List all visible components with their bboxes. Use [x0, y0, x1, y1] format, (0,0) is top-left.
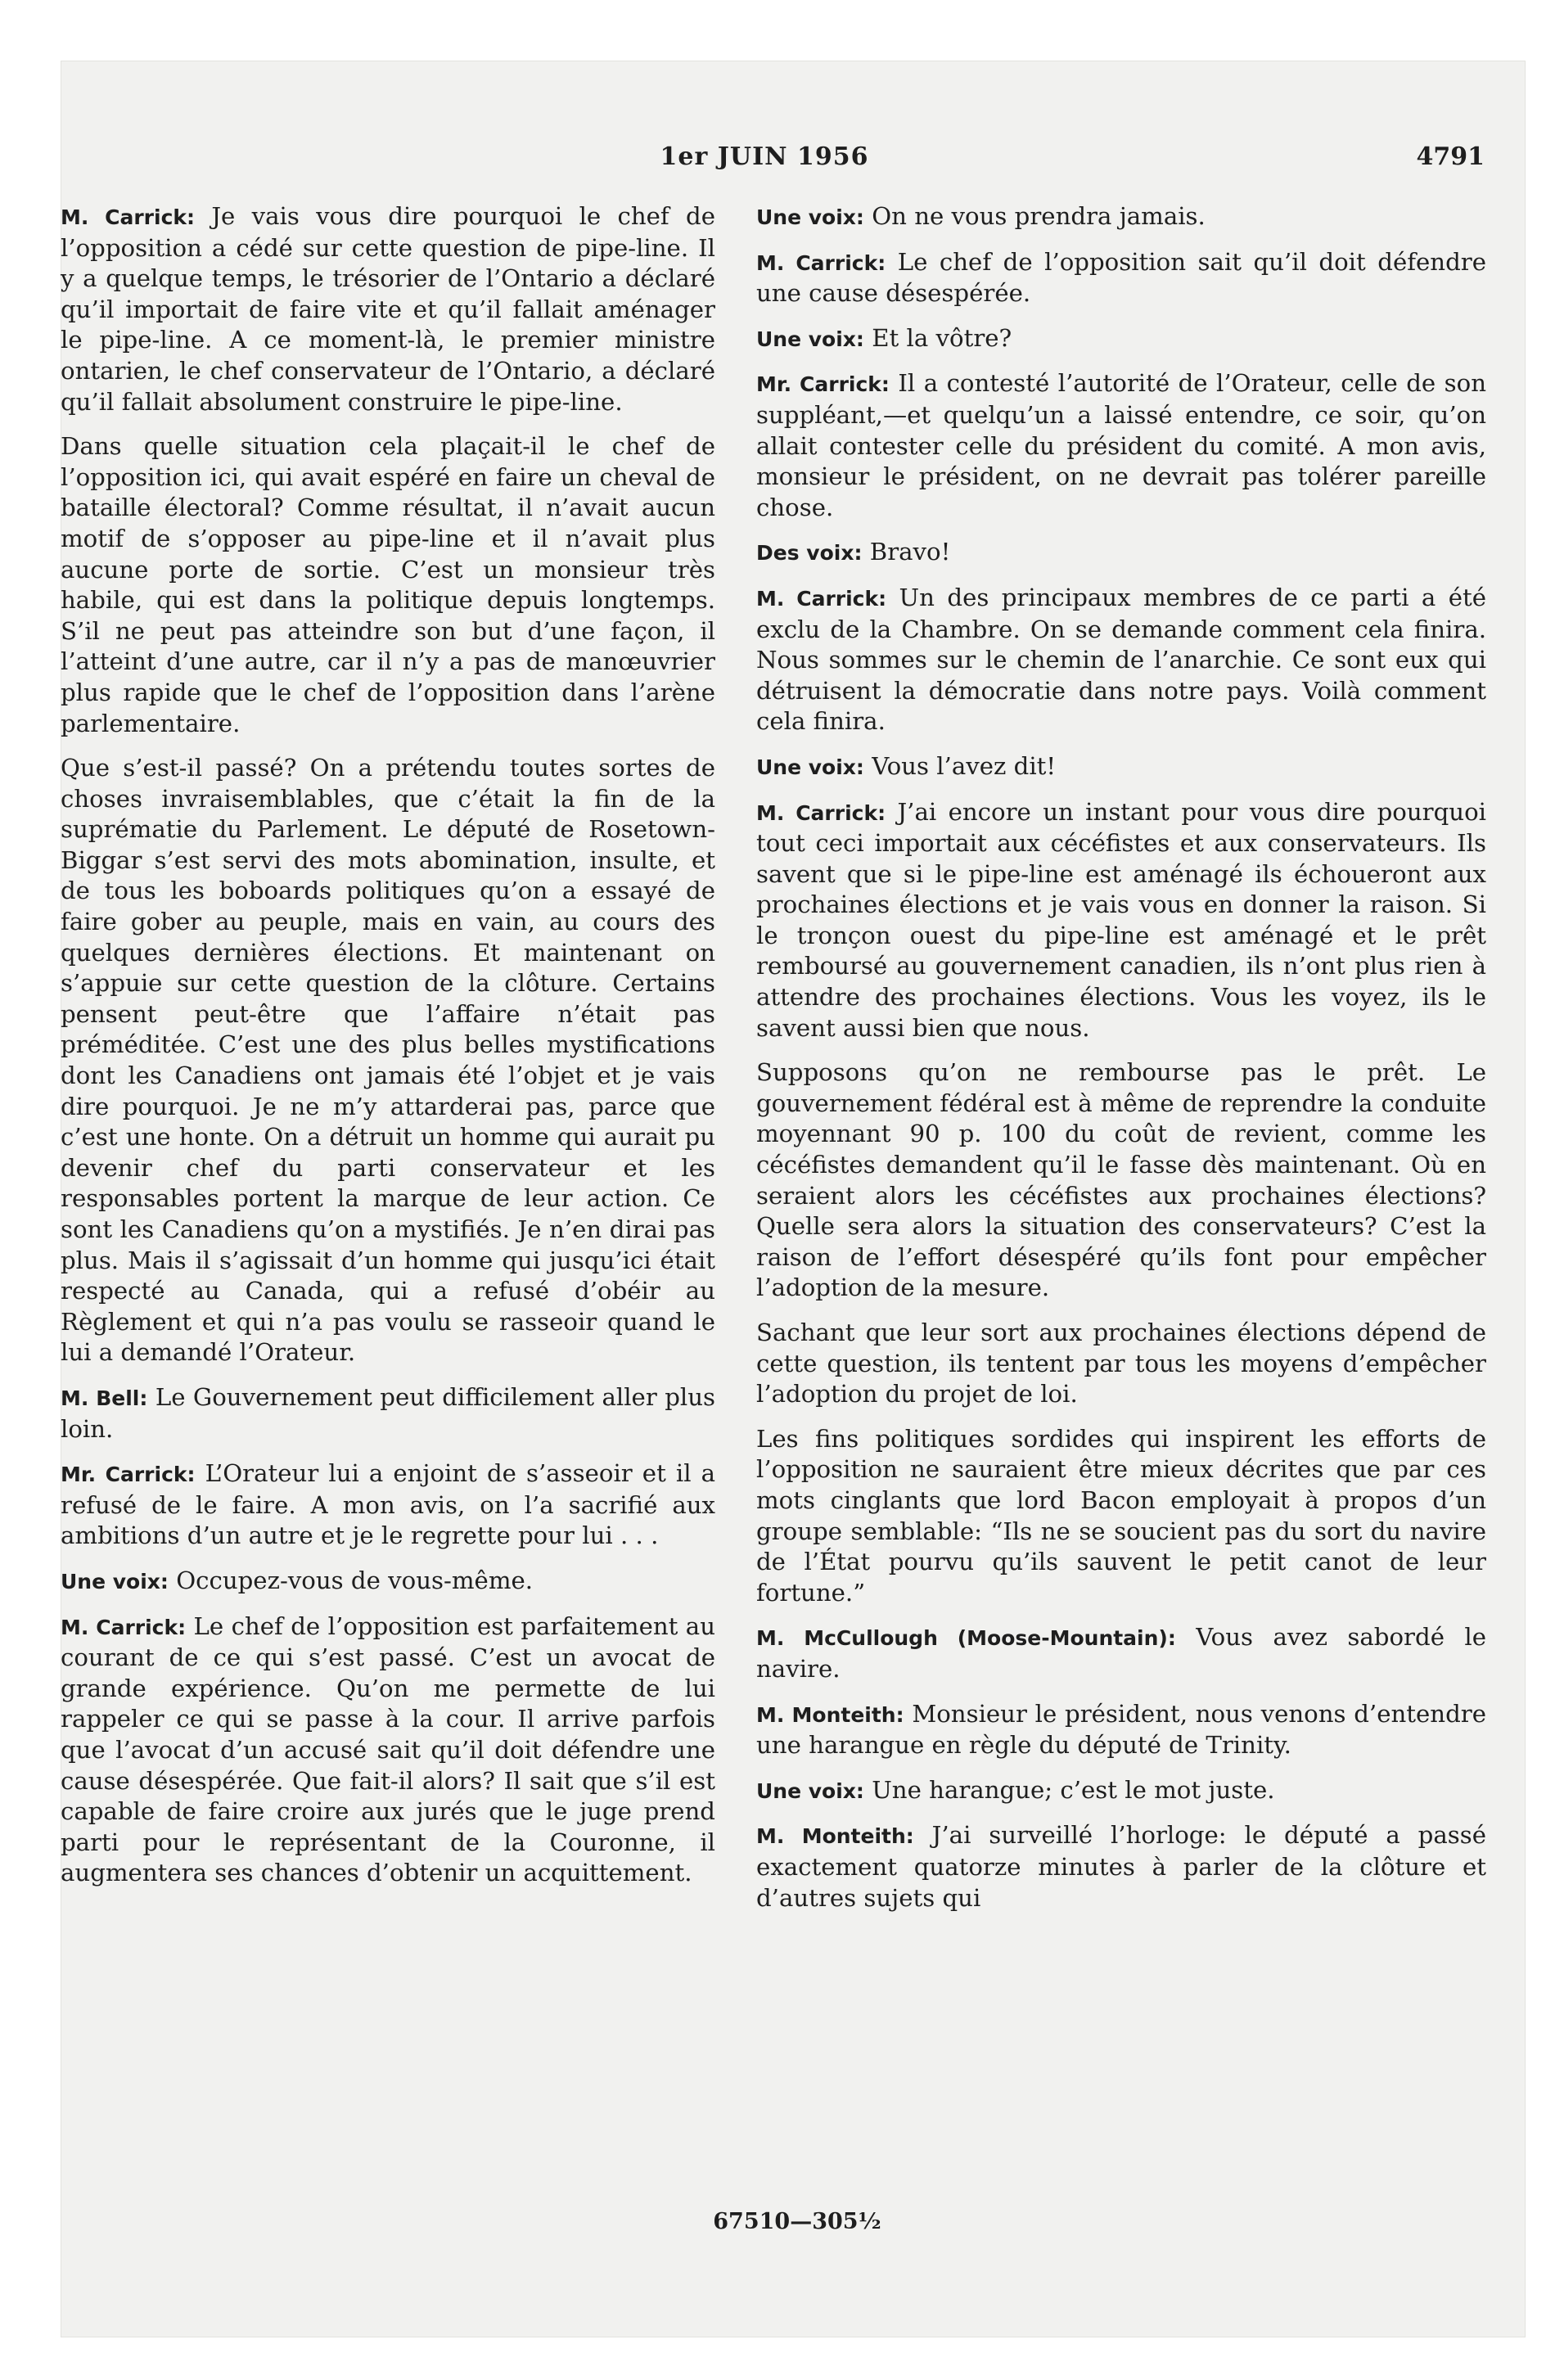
speaker-name: Mr. Carrick: [61, 1463, 196, 1487]
paragraph-text: Dans quelle situation cela plaçait-il le chef de l’opposition ici, qui avait espéré en faire un cheval de bataille électoral? Comme résultat, il n’avait aucun motif de s’opposer au pipe-line et il n’avait plus aucune porte de sortie. C’est un monsieur très habile, qui est dans la politique depuis longtemps. S’il ne peut pas atteindre son but d’une façon, il l’atteint d’une autre, car il n’y a pas de manœuvrier plus rapide que le chef de l’opposition dans l’arène parlementaire. [61, 432, 715, 737]
right-column [756, 201, 1486, 1927]
header-date: 1er JUIN 1956 [660, 142, 869, 171]
paragraph-text: Les fins politiques sordides qui inspirent les efforts de l’opposition ne sauraient être mieux décrites que par ces mots cinglants que lord Bacon employait à propos d’un groupe semblable: “Ils ne se soucient pas du sort du navire de l’État pourvu qu’ils sauvent le petit canot de leur fortune.” [756, 1424, 1486, 1607]
paragraph-text: L’Orateur lui a enjoint de s’asseoir et il a refusé de le faire. A mon avis, on l’a sacrifié aux ambitions d’un autre et je le regrette pour lui . . . [61, 1459, 716, 1550]
paragraph [756, 323, 1486, 355]
paragraph-text: Une harangue; c’est le mot juste. [863, 1775, 1275, 1804]
paragraph [756, 583, 1486, 737]
paragraph-text: Un des principaux membres de ce parti a été exclu de la Chambre. On se demande comment cela finira. Nous sommes sur le chemin de l’anarchie. Ce sont eux qui détruisent la démocratie dans notre pays. Voilà comment cela finira. [756, 583, 1487, 736]
speaker-name: M. Monteith: [756, 1824, 914, 1849]
speaker-name: Des voix: [756, 541, 863, 566]
paragraph [756, 1820, 1486, 1913]
left-column [61, 201, 715, 1903]
paragraph [61, 201, 715, 417]
speaker-name: Une voix: [756, 327, 864, 351]
paragraph-text: On ne vous prendra jamais. [863, 202, 1206, 230]
paragraph [756, 1775, 1486, 1807]
paragraph [61, 1458, 715, 1552]
speaker-name: M. Carrick: [61, 205, 196, 229]
paragraph [756, 537, 1486, 569]
paragraph [756, 247, 1486, 309]
paragraph [61, 1566, 715, 1598]
paragraph-text: Monsieur le président, nous venons d’entendre une harangue en règle du député de Trinity. [756, 1699, 1486, 1760]
paragraph [756, 797, 1486, 1044]
speaker-name: Une voix: [756, 755, 864, 779]
speaker-name: M. Bell: [61, 1386, 148, 1410]
paragraph-text: Occupez-vous de vous-même. [168, 1566, 534, 1594]
paragraph [61, 431, 715, 739]
speaker-name: M. Carrick: [61, 1615, 187, 1639]
speaker-name: M. Carrick: [756, 250, 886, 275]
paragraph [756, 751, 1486, 783]
speaker-name: M. Monteith: [756, 1702, 904, 1727]
paragraph-text: Bravo! [862, 538, 951, 566]
speaker-name: M. Carrick: [756, 800, 886, 825]
speaker-name: Une voix: [61, 1569, 169, 1593]
paragraph [61, 1382, 715, 1445]
speaker-name: Une voix: [756, 205, 864, 229]
page-sheet [61, 61, 1526, 2337]
speaker-name: Mr. Carrick: [756, 372, 890, 397]
paragraph [756, 1622, 1486, 1684]
paragraph [756, 201, 1486, 233]
paragraph-text: Il a contesté l’autorité de l’Orateur, celle de son suppléant,—et quelqu’un a laissé entendre, ce soir, qu’on allait contester celle du président du comité. A mon avis, monsieur le président, on ne devrait pas tolérer pareille chose. [756, 369, 1486, 521]
paragraph-text: Le Gouvernement peut difficilement aller plus loin. [61, 1382, 715, 1443]
paragraph [756, 1318, 1486, 1410]
paragraph-text: Le chef de l’opposition sait qu’il doit défendre une cause désespérée. [756, 247, 1486, 308]
paragraph-text: Vous l’avez dit! [863, 751, 1057, 780]
paragraph-text: Vous avez sabordé le navire. [756, 1623, 1486, 1683]
speaker-name: M. McCullough (Moose-Mountain): [756, 1626, 1176, 1651]
footer-code: 67510—305½ [713, 2209, 881, 2234]
paragraph [756, 368, 1486, 523]
paragraph-text: Le chef de l’opposition est parfaitement au courant de ce qui s’est passé. C’est un avocat de grande expérience. Qu’on me permette de lui rappeler ce qui se passe à la cour. Il arrive parfois que l’avocat d’un accusé sait qu’il doit défendre une cause désespérée. Que fait-il alors? Il sait que s’il est capable de faire croire aux jurés que le juge prend parti pour le représentant de la Couronne, il augmentera ses chances d’obtenir un acquittement. [61, 1611, 715, 1887]
paragraph [756, 1057, 1486, 1304]
paragraph-text: Et la vôtre? [863, 323, 1012, 352]
speaker-name: Une voix: [756, 1778, 864, 1803]
paragraph-text: Supposons qu’on ne rembourse pas le prêt. Le gouvernement fédéral est à même de reprendre la conduite moyennant 90 p. 100 du coût de revient, comme les cécéfistes demandent qu’il le fasse dès maintenant. Où en seraient alors les cécéfistes aux prochaines élections? Quelle sera alors la situation des conservateurs? C’est la raison de l’effort désespéré qu’ils font pour empêcher l’adoption de la mesure. [756, 1058, 1486, 1302]
paragraph [756, 1424, 1486, 1609]
paragraph-text: Je vais vous dire pourquoi le chef de l’opposition a cédé sur cette question de pipe-line. Il y a quelque temps, le trésorier de l’Ontario a déclaré qu’il importait de faire vite et qu’il fallait aménager le pipe-line. A ce moment-là, le premier ministre ontarien, le chef conservateur de l’Ontario, a déclaré qu’il fallait absolument construire le pipe-line. [61, 202, 715, 416]
paragraph-text: Sachant que leur sort aux prochaines élections dépend de cette question, ils tentent par tous les moyens d’empêcher l’adoption du projet de loi. [756, 1318, 1486, 1409]
paragraph-text: J’ai surveillé l’horloge: le député a passé exactement quatorze minutes à parler de la clôture et d’autres sujets qui [756, 1821, 1486, 1912]
paragraph [61, 1611, 715, 1889]
page-number: 4791 [1416, 142, 1485, 171]
paragraph-text: J’ai encore un instant pour vous dire pourquoi tout ceci importait aux cécéfistes et aux conservateurs. Ils savent que si le pipe-line est aménagé ils échoueront aux prochaines élections et je vais vous en donner la raison. Si le tronçon ouest du pipe-line est aménagé et le prêt remboursé au gouvernement canadien, ils n’ont plus rien à attendre des prochaines élections. Vous les voyez, ils le savent aussi bien que nous. [756, 797, 1487, 1042]
speaker-name: M. Carrick: [756, 586, 887, 611]
paragraph [756, 1699, 1486, 1761]
paragraph [61, 753, 715, 1368]
paragraph-text: Que s’est-il passé? On a prétendu toutes sortes de choses invraisemblables, que c’était la fin de la suprématie du Parlement. Le député de Rosetown-Biggar s’est servi des mots abomination, insulte, et de tous les boboards politiques qu’on a essayé de faire gober au peuple, mais en vain, au cours des quelques dernières élections. Et maintenant on s’appuie sur cette question de la clôture. Certains pensent peut-être que l’affaire n’était pas préméditée. C’est une des plus belles mystifications dont les Canadiens ont jamais été l’objet et je vais dire pourquoi. Je ne m’y attarderai pas, parce que c’est une honte. On a détruit un homme qui aurait pu devenir chef du parti conservateur et les responsables portent la marque de leur action. Ce sont les Canadiens qu’on a mystifiés. Je n’en dirai pas plus. Mais il s’agissait d’un homme qui jusqu’ici était respecté au Canada, qui a refusé d’obéir au Règlement et qui n’a pas voulu se rasseoir quand le lui a demandé l’Orateur. [61, 754, 715, 1367]
